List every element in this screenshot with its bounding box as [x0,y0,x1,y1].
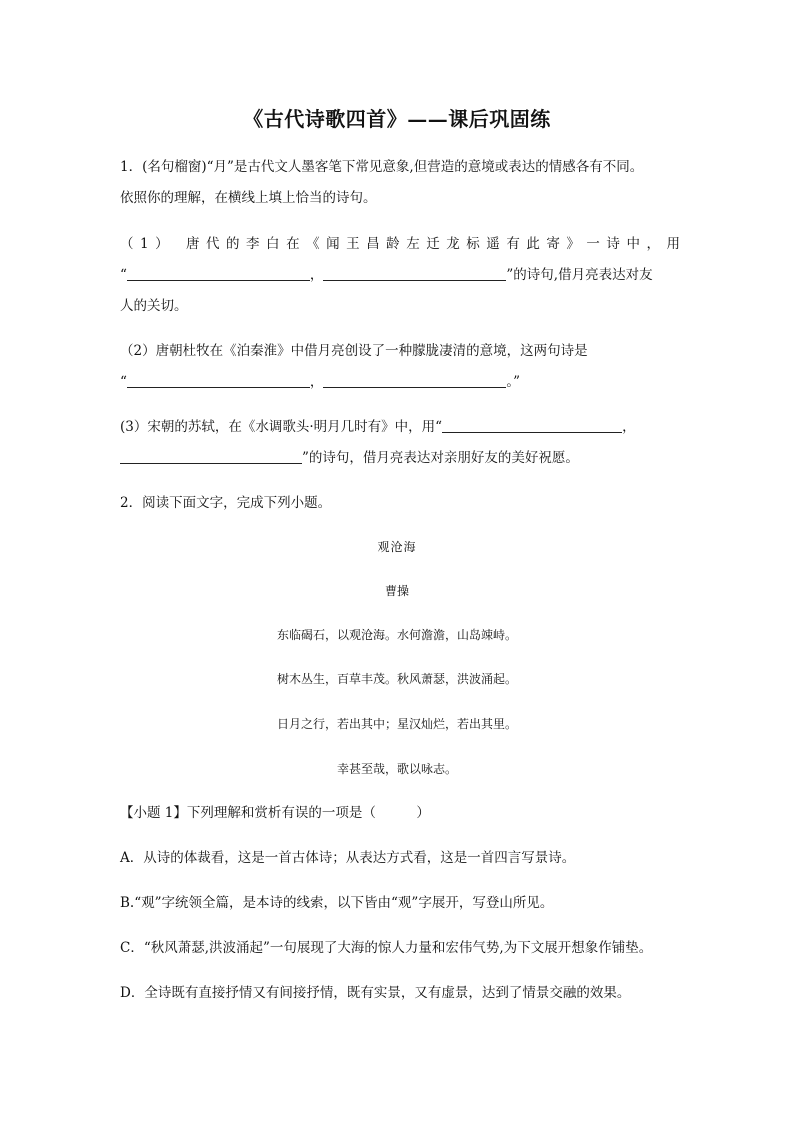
answer-blank[interactable] [323,266,506,281]
option-d: D．全诗既有直接抒情又有间接抒情，既有实景，又有虚景，达到了情景交融的效果。 [120,985,631,1001]
page-title: 《古代诗歌四首》——课后巩固练 [243,107,551,131]
option-a: A．从诗的体裁看，这是一首古体诗；从表达方式看，这是一首四言写景诗。 [120,850,576,866]
comma: ， [309,374,324,390]
option-b: B.“观”字统领全篇，是本诗的线索，以下皆由“观”字展开，写登山所见。 [120,895,554,911]
q1-text-line2: 依照你的理解，在横线上填上恰当的诗句。 [120,190,377,206]
open-quote: “ [120,267,127,283]
q1-sub3-line2 [120,448,680,468]
answer-blank[interactable] [127,266,310,281]
comma: ， [309,267,324,283]
poem-line: 日月之行，若出其中；星汉灿烂，若出其里。 [276,717,517,731]
poem-line: 树木丛生，百草丰茂。秋风萧瑟，洪波涌起。 [276,672,517,686]
q2-intro: 2．阅读下面文字，完成下列小题。 [120,495,332,511]
q1-sub3-line1 [120,417,680,437]
answer-blank[interactable] [442,418,622,433]
subquestion-stem: 【小题 1】下列理解和赏析有误的一项是（ ） [120,805,430,821]
comma: ， [622,419,636,435]
q1-sub1-line2 [120,265,680,285]
answer-blank[interactable] [323,373,506,388]
sub1-after-text: ”的诗句,借月亮表达对友 [506,267,653,283]
poem-author: 曹操 [384,584,409,598]
answer-blank[interactable] [127,373,310,388]
q1-sub2-line2 [120,372,680,392]
answer-blank[interactable] [120,449,302,464]
q1-sub1-line1: （1） 唐代的李白在《闻王昌龄左迁龙标遥有此寄》一诗中，用 [120,236,680,252]
close-quote: 。” [506,374,521,390]
q1-text-line1: 1．(名句榴窗)“月”是古代文人墨客笔下常见意象,但营造的意境或表达的情感各有不同。 [120,159,644,175]
sub3-suffix: ”的诗句，借月亮表达对亲朋好友的美好祝愿。 [302,450,579,466]
open-quote: “ [120,374,127,390]
poem-line: 东临碣石，以观沧海。水何澹澹，山岛竦峙。 [276,628,517,642]
q1-sub1-line3: 人的关切。 [120,298,188,314]
option-c: C．“秋风萧瑟,洪波涌起”一句展现了大海的惊人力量和宏伟气势,为下文展开想象作铺垫。 [120,940,653,956]
poem-line: 幸甚至哉，歌以咏志。 [336,762,457,776]
poem-title: 观沧海 [377,540,417,554]
sub3-prefix: (3）宋朝的苏轼，在《水调歌头·明月几时有》中，用“ [120,419,443,435]
q1-sub2-line1: （2）唐朝杜牧在《泊秦淮》中借月亮创设了一种朦胧凄清的意境，这两句诗是 [120,343,588,359]
